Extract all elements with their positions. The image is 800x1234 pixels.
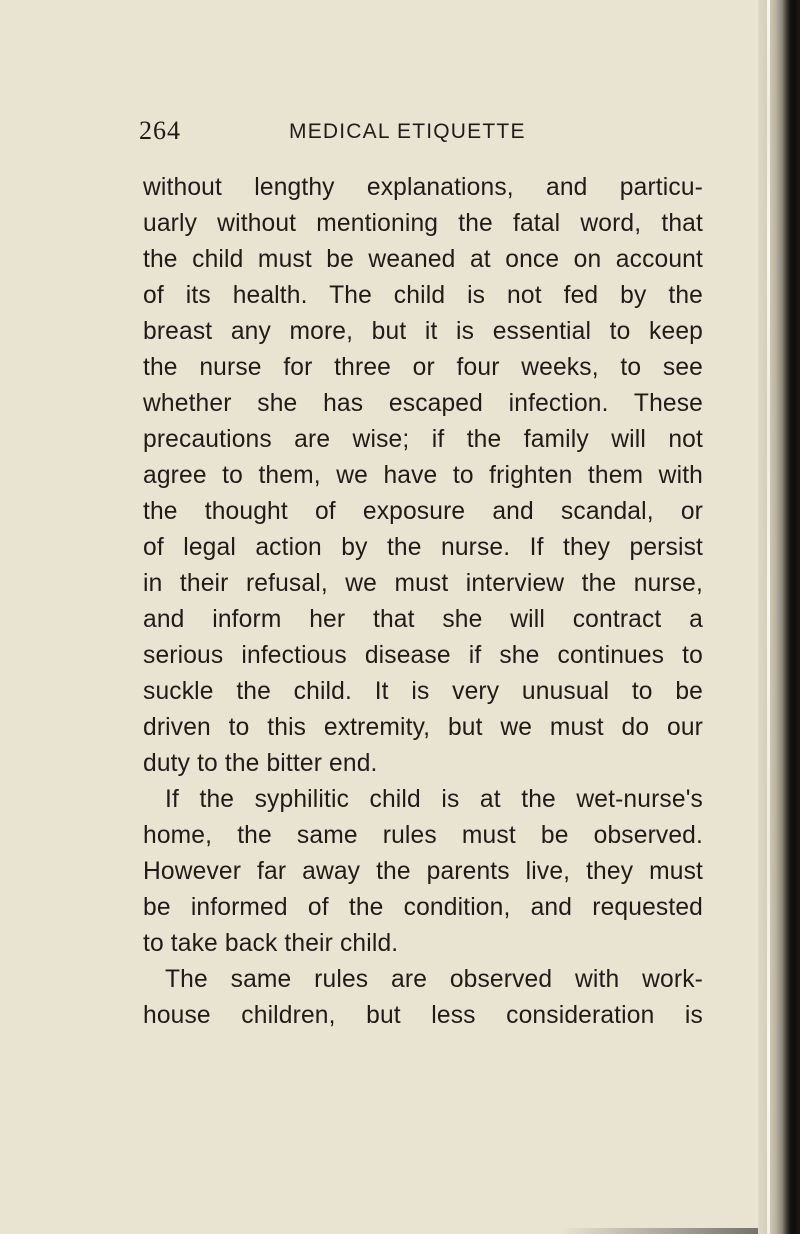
text-line: whether she has escaped infection. These (143, 390, 703, 417)
text-line: and inform her that she will contract a (143, 606, 703, 633)
book-spine (758, 0, 800, 1234)
page-bottom-shadow (560, 1228, 760, 1234)
text-line: The same rules are observed with work- (165, 966, 703, 993)
text-line: of legal action by the nurse. If they persist (143, 534, 703, 561)
text-line: breast any more, but it is essential to keep (143, 318, 703, 345)
text-line: house children, but less consideration is (143, 1002, 703, 1029)
text-line: the nurse for three or four weeks, to see (143, 354, 703, 381)
running-head (139, 118, 639, 152)
text-line: suckle the child. It is very unusual to be (143, 678, 703, 705)
text-line: home, the same rules must be observed. (143, 822, 703, 849)
text-line: of its health. The child is not fed by the (143, 282, 703, 309)
text-line: However far away the parents live, they must (143, 858, 703, 885)
text-line: be informed of the condition, and requested (143, 894, 703, 921)
text-line: in their refusal, we must interview the nurse, (143, 570, 703, 597)
text-line: uarly without mentioning the fatal word, that (143, 210, 703, 237)
text-line: agree to them, we have to frighten them with (143, 462, 703, 489)
running-title: MEDICAL ETIQUETTE (289, 120, 526, 143)
text-line: serious infectious disease if she continues to (143, 642, 703, 669)
text-line: without lengthy explanations, and particu- (143, 174, 703, 201)
spine-paper-edge (767, 0, 770, 1234)
text-line: the thought of exposure and scandal, or (143, 498, 703, 525)
page-number: 264 (139, 116, 181, 145)
text-line: precautions are wise; if the family will not (143, 426, 703, 453)
text-line: If the syphilitic child is at the wet-nurse's (165, 786, 703, 813)
text-line: driven to this extremity, but we must do our (143, 714, 703, 741)
body-text (143, 170, 703, 1034)
text-line: to take back their child. (143, 930, 399, 957)
text-line: the child must be weaned at once on account (143, 246, 703, 273)
text-line: duty to the bitter end. (143, 750, 378, 777)
